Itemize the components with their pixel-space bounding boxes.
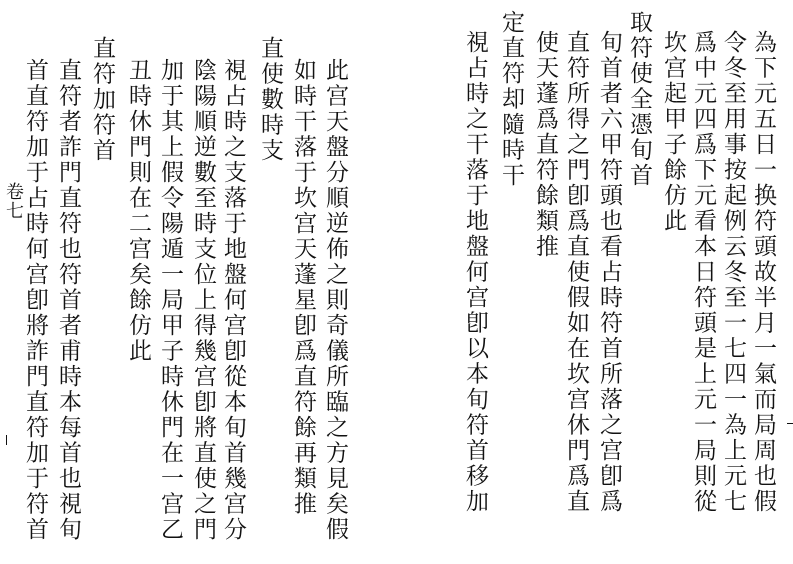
margin-mark bbox=[787, 423, 793, 424]
text-column-16: 加于其上假令陽遁一局甲子時休門在一宫乙 bbox=[157, 58, 183, 543]
text-column-4: 坎宫起甲子餘仿此 bbox=[660, 30, 686, 234]
text-column-15: 陰陽順逆數至時支位上得幾宫卽將直使之門 bbox=[190, 58, 216, 543]
text-column-5: 取符使全憑旬首 bbox=[626, 10, 652, 189]
text-column-19: 直符者詐門直符也符首者甫時本每首也視旬 bbox=[55, 58, 81, 543]
text-column-2: 令冬至用事按起例云冬至一七四一為上元七 bbox=[720, 30, 746, 515]
folio-label: 卷七 bbox=[3, 182, 24, 220]
text-column-9: 定直符却隨時干 bbox=[498, 10, 524, 189]
text-column-1: 為下元五日一换符頭故半月一氣而局周也假 bbox=[750, 30, 776, 515]
text-column-18: 直符加符首 bbox=[89, 36, 115, 164]
text-column-8: 使天蓬爲直符餘類推 bbox=[532, 30, 558, 260]
text-column-10: 視占時之干落于地盤何宫卽以本旬符首移加 bbox=[462, 30, 488, 515]
text-column-3: 爲中元四爲下元看本日符頭是上元一局則從 bbox=[690, 30, 716, 515]
text-column-14: 視占時之支落于地盤何宫卽從本旬首幾宫分 bbox=[220, 58, 246, 543]
text-column-11: 此宫天盤分順逆佈之則奇儀所臨之方見矣假 bbox=[322, 58, 348, 543]
text-column-7: 直符所得之門卽爲直使假如在坎宫休門爲直 bbox=[563, 30, 589, 515]
text-column-6: 旬首者六甲符頭也看占時符首所落之宫卽爲 bbox=[596, 30, 622, 515]
text-column-17: 丑時休門則在二宫矣餘仿此 bbox=[125, 58, 151, 364]
margin-mark-left bbox=[6, 435, 7, 445]
text-column-12: 如時干落于坎宫天蓬星卽爲直符餘再類推 bbox=[290, 58, 316, 517]
text-column-13: 直使數時支 bbox=[257, 36, 283, 164]
text-column-20: 首直符加于占時何宫卽將詐門直符加于符首 bbox=[22, 58, 48, 543]
